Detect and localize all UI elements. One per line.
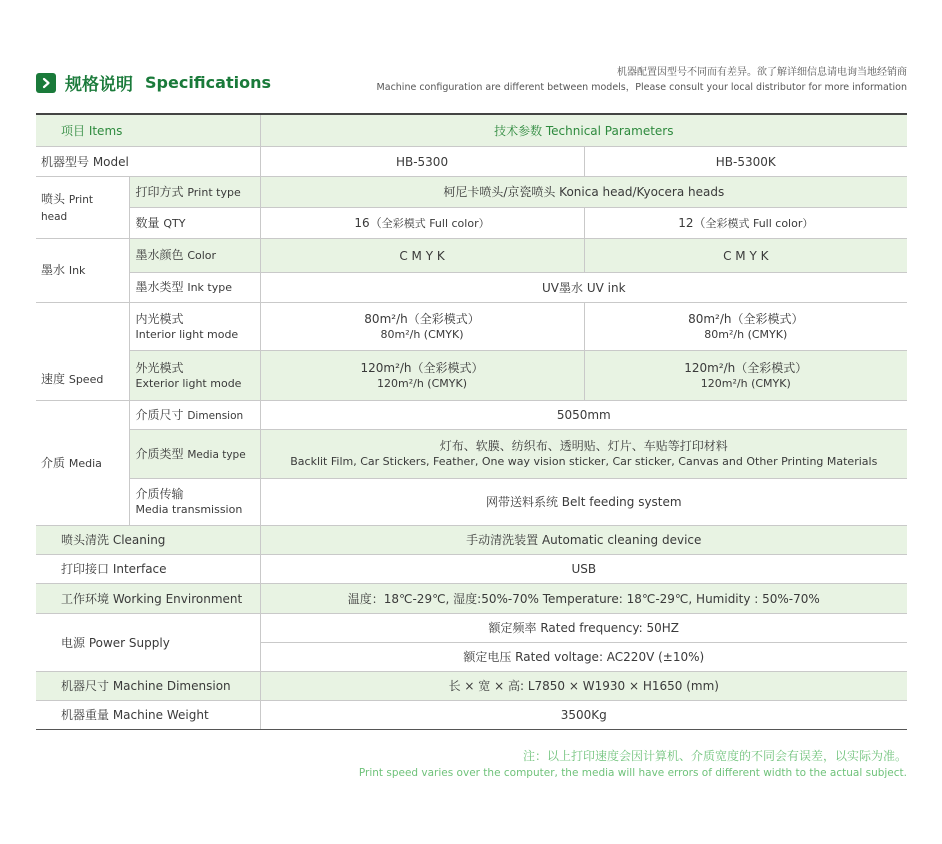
ink-type-value: UV墨水 UV ink <box>260 273 907 303</box>
machine-dim-label: 机器尺寸 Machine Dimension <box>36 672 260 701</box>
ink-color-b: C M Y K <box>584 239 907 273</box>
title-en: Specifications <box>145 73 271 92</box>
transmission-label: 介质传输 Media transmission <box>129 479 260 526</box>
exterior-b: 120m²/h（全彩模式） 120m²/h (CMYK) <box>584 351 907 401</box>
table-row <box>36 273 907 303</box>
speed-label: 速度 Speed <box>36 303 129 401</box>
table-row <box>36 701 907 730</box>
qty-b: 12（全彩模式 Full color） <box>584 208 907 239</box>
header-params: 技术参数 Technical Parameters <box>260 114 907 147</box>
table-row <box>36 614 907 643</box>
power-voltage: 额定电压 Rated voltage: AC220V (±10%) <box>260 643 907 672</box>
config-note <box>377 65 907 95</box>
table-row <box>36 303 907 351</box>
model-b: HB-5300K <box>584 147 907 177</box>
model-a: HB-5300 <box>260 147 584 177</box>
table-row <box>36 239 907 273</box>
table-row <box>36 584 907 614</box>
interior-label: 内光模式 Interior light mode <box>129 303 260 351</box>
title-cn: 规格说明 <box>65 75 133 95</box>
dimension-label: 介质尺寸 Dimension <box>129 401 260 430</box>
table-row <box>36 401 907 430</box>
media-label: 介质 Media <box>36 401 129 526</box>
section-title <box>36 70 271 95</box>
spec-table <box>36 113 907 730</box>
spec-header <box>36 62 907 102</box>
table-row <box>36 430 907 479</box>
config-note-cn: 机器配置因型号不同而有差异。欲了解详细信息请电询当地经销商 <box>617 67 907 78</box>
exterior-label: 外光模式 Exterior light mode <box>129 351 260 401</box>
footnote-cn: 注：以上打印速度会因计算机、介质宽度的不同会有误差，以实际为准。 <box>522 749 907 763</box>
transmission-value: 网带送料系统 Belt feeding system <box>260 479 907 526</box>
exterior-a: 120m²/h（全彩模式） 120m²/h (CMYK) <box>260 351 584 401</box>
header-items: 项目 Items <box>36 114 260 147</box>
footnote <box>359 748 907 782</box>
ink-color-a: C M Y K <box>260 239 584 273</box>
interface-value: USB <box>260 555 907 584</box>
table-row <box>36 479 907 526</box>
config-note-en: Machine configuration are different between models，Please consult your local distributor for more information <box>376 82 907 93</box>
print-type-value: 柯尼卡喷头/京瓷喷头 Konica head/Kyocera heads <box>260 177 907 208</box>
ink-label: 墨水 Ink <box>36 239 129 303</box>
printhead-label: 喷头 Print head <box>36 177 129 239</box>
machine-dim-value: 长 × 宽 × 高: L7850 × W1930 × H1650 (mm) <box>260 672 907 701</box>
table-row <box>36 147 907 177</box>
weight-value: 3500Kg <box>260 701 907 730</box>
chevron-right-icon <box>36 73 56 93</box>
cleaning-label: 喷头清洗 Cleaning <box>36 526 260 555</box>
interface-label: 打印接口 Interface <box>36 555 260 584</box>
table-row <box>36 555 907 584</box>
table-row <box>36 208 907 239</box>
model-label: 机器型号 Model <box>36 147 260 177</box>
table-row <box>36 672 907 701</box>
env-label: 工作环境 Working Environment <box>36 584 260 614</box>
interior-b: 80m²/h（全彩模式） 80m²/h (CMYK) <box>584 303 907 351</box>
table-header-row <box>36 114 907 147</box>
print-type-label: 打印方式 Print type <box>129 177 260 208</box>
media-type-label: 介质类型 Media type <box>129 430 260 479</box>
ink-type-label: 墨水类型 Ink type <box>129 273 260 303</box>
env-value: 温度：18℃-29℃, 湿度:50%-70% Temperature: 18℃-29℃, Humidity : 50%-70% <box>260 584 907 614</box>
power-label: 电源 Power Supply <box>36 614 260 672</box>
cleaning-value: 手动清洗装置 Automatic cleaning device <box>260 526 907 555</box>
dimension-value: 5050mm <box>260 401 907 430</box>
table-row <box>36 526 907 555</box>
qty-label: 数量 QTY <box>129 208 260 239</box>
footnote-en: Print speed varies over the computer, the media will have errors of different width to the actual subject. <box>358 767 907 779</box>
media-type-value: 灯布、软膜、纺织布、透明贴、灯片、车贴等打印材料 Backlit Film, Car Stickers, Feather, One way vision sticker, Car sticker, Canvas and Other Printing Materials <box>260 430 907 479</box>
interior-a: 80m²/h（全彩模式） 80m²/h (CMYK) <box>260 303 584 351</box>
power-frequency: 额定频率 Rated frequency: 50HZ <box>260 614 907 643</box>
table-row <box>36 177 907 208</box>
weight-label: 机器重量 Machine Weight <box>36 701 260 730</box>
qty-a: 16（全彩模式 Full color） <box>260 208 584 239</box>
ink-color-label: 墨水颜色 Color <box>129 239 260 273</box>
table-row <box>36 351 907 401</box>
